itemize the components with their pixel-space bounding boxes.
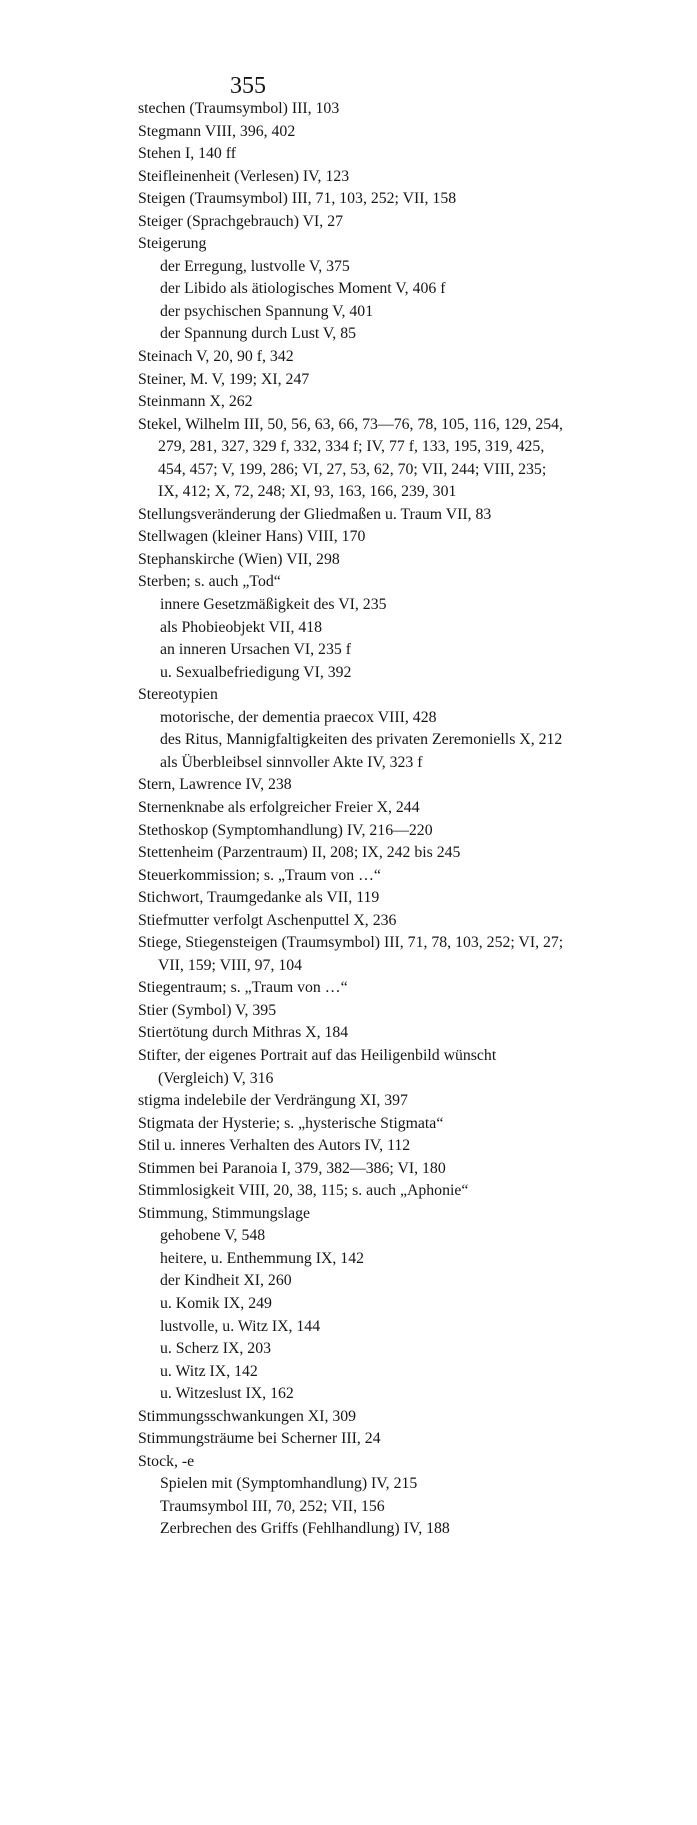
index-entry: Stiefmutter verfolgt Aschenputtel X, 236 [138, 911, 397, 929]
index-subentry: lustvolle, u. Witz IX, 144 [160, 1317, 321, 1335]
index-entry: Stil u. inneres Verhalten des Autors IV, 112 [138, 1137, 411, 1155]
index-subentry: Traumsymbol III, 70, 252; VII, 156 [160, 1497, 385, 1515]
index-entry: stigma indelebile der Verdrängung XI, 397 [138, 1092, 408, 1110]
index-subentry: als Überbleibsel sinnvoller Akte IV, 323 f [160, 753, 423, 771]
index-entry: Sterben; s. auch „Tod“ [138, 573, 281, 591]
index-subentry: der psychischen Spannung V, 401 [160, 302, 374, 320]
index-entry: Stimmungsschwankungen XI, 309 [138, 1407, 357, 1425]
index-entry: Stereotypien [138, 686, 218, 704]
index-entry: stechen (Traumsymbol) III, 103 [138, 100, 340, 117]
index-entry: Steiger (Sprachgebrauch) VI, 27 [138, 212, 343, 230]
index-entry: Stimmen bei Paranoia I, 379, 382—386; VI, 180 [138, 1159, 446, 1177]
index-entry: Stethoskop (Symptomhandlung) IV, 216—220 [138, 821, 433, 839]
index-entry: Stephanskirche (Wien) VII, 298 [138, 550, 340, 568]
index-subentry: innere Gesetzmäßigkeit des VI, 235 [160, 596, 387, 614]
index-entry: Stern, Lawrence IV, 238 [138, 776, 292, 794]
index-subentry: der Erregung, lustvolle V, 375 [160, 257, 350, 275]
index-entry: Steigen (Traumsymbol) III, 71, 103, 252; VII, 158 [138, 190, 457, 208]
index-entry: Stehen I, 140 ff [138, 145, 236, 163]
index-entry: Steiner, M. V, 199; XI, 247 [138, 370, 310, 388]
index-entry: Stiertötung durch Mithras X, 184 [138, 1024, 349, 1042]
index-entry: Stekel, Wilhelm III, 50, 56, 63, 66, 73—76, 78, 105, 116, 129, 254, 279, 281, 327, 329 f, 332, 334 f; IV, 77 f, 133, 195, 319, 425, 454, 457; V, 199, 286; VI, 27, 53, 62, 70; VII, 244; VIII, 235; IX, 412; X, 72, 248; XI, 93, 163, 166, 239, 301 [138, 415, 563, 501]
index-entry: Stimmlosigkeit VIII, 20, 38, 115; s. auch „Aphonie“ [138, 1182, 469, 1200]
index-subentry: der Kindheit XI, 260 [160, 1272, 292, 1290]
index-list [138, 98, 568, 1541]
index-subentry: als Phobieobjekt VII, 418 [160, 618, 323, 636]
index-entry: Steuerkommission; s. „Traum von …“ [138, 866, 381, 884]
index-subentry: Spielen mit (Symptomhandlung) IV, 215 [160, 1475, 418, 1493]
index-subentry: u. Komik IX, 249 [160, 1294, 272, 1312]
index-entry: Steifleinenheit (Verlesen) IV, 123 [138, 167, 350, 185]
index-subentry: heitere, u. Enthemmung IX, 142 [160, 1249, 364, 1267]
index-entry: Stier (Symbol) V, 395 [138, 1001, 277, 1019]
index-entry: Sternenknabe als erfolgreicher Freier X, 244 [138, 798, 420, 816]
index-entry: Stimmung, Stimmungslage [138, 1204, 311, 1222]
index-entry: Stimmungsträume bei Scherner III, 24 [138, 1430, 381, 1448]
index-entry: Stiegentraum; s. „Traum von …“ [138, 979, 348, 997]
index-entry: Steinach V, 20, 90 f, 342 [138, 348, 294, 366]
index-entry: Stellungsveränderung der Gliedmaßen u. Traum VII, 83 [138, 505, 492, 523]
index-entry: Stegmann VIII, 396, 402 [138, 122, 296, 140]
index-subentry: u. Witz IX, 142 [160, 1362, 258, 1380]
index-subentry: der Libido als ätiologisches Moment V, 406 f [160, 280, 446, 298]
index-subentry: der Spannung durch Lust V, 85 [160, 325, 356, 343]
index-subentry: u. Scherz IX, 203 [160, 1340, 271, 1358]
index-entry: Stiege, Stiegensteigen (Traumsymbol) III, 71, 78, 103, 252; VI, 27; VII, 159; VIII, 97, 104 [138, 934, 564, 974]
page-number: 355 [230, 73, 266, 99]
index-entry: Stettenheim (Parzentraum) II, 208; IX, 242 bis 245 [138, 844, 461, 862]
index-subentry: gehobene V, 548 [160, 1227, 266, 1245]
index-entry: Stifter, der eigenes Portrait auf das Heiligenbild wünscht (Vergleich) V, 316 [138, 1046, 497, 1087]
index-entry: Stock, -e [138, 1452, 195, 1470]
index-entry: Steigerung [138, 235, 207, 253]
index-entry: Stellwagen (kleiner Hans) VIII, 170 [138, 528, 366, 546]
index-subentry: motorische, der dementia praecox VIII, 428 [160, 708, 437, 726]
index-entry: Steinmann X, 262 [138, 393, 253, 411]
index-entry: Stigmata der Hysterie; s. „hysterische Stigmata“ [138, 1114, 444, 1132]
index-entry: Stichwort, Traumgedanke als VII, 119 [138, 889, 380, 907]
index-subentry: u. Witzeslust IX, 162 [160, 1385, 294, 1403]
index-subentry: an inneren Ursachen VI, 235 f [160, 641, 351, 659]
index-subentry: u. Sexualbefriedigung VI, 392 [160, 663, 352, 681]
index-subentry: des Ritus, Mannigfaltigkeiten des privaten Zeremoniells X, 212 [160, 731, 563, 749]
index-subentry: Zerbrechen des Griffs (Fehlhandlung) IV, 188 [160, 1520, 450, 1538]
